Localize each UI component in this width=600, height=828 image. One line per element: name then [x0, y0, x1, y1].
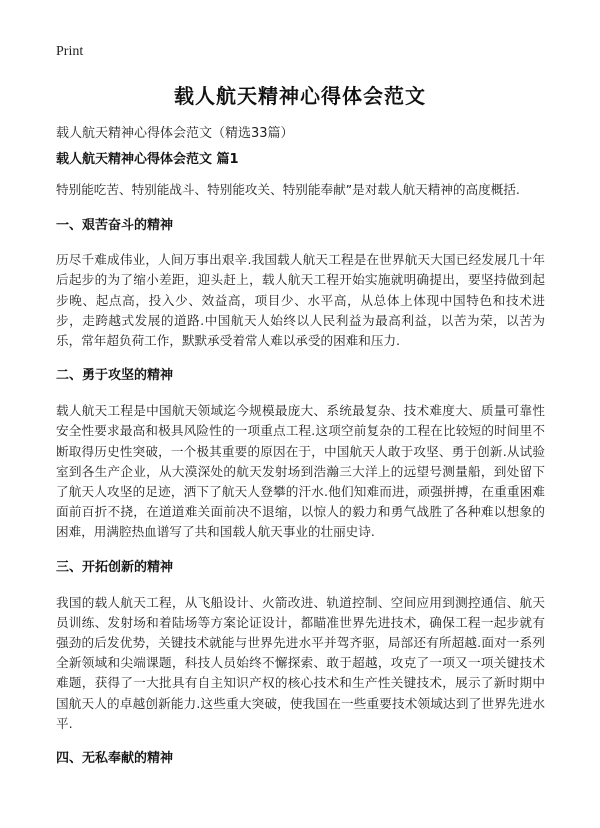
print-link[interactable]: Print — [56, 44, 84, 59]
document-subtitle: 载人航天精神心得体会范文（精选33篇） — [56, 126, 294, 141]
section-paragraph-2: 载人航天工程是中国航天领域迄今规模最庞大、系统最复杂、技术难度大、质量可靠性安全性要求最高和极具风险性的一项重点工程.这项空前复杂的工程在比较短的时间里不断取得历史性突破，一个极其重要的原因在于，中国航天人敢于攻坚、勇于创新.从试验室到各生产企业，从大漠深处的航天发射场到浩瀚三大洋上的远望号测量船，到处留下了航天人攻坚的足迹，洒下了航天人登攀的汗水.他们知难而进，顽强拼搏，在重重困难面前百折不挠，在道道难关面前决不退缩，以惊人的毅力和勇气战胜了各种难以想象的困难，用满腔热血谱写了共和国载人航天事业的壮丽史诗. — [56, 403, 545, 540]
section-heading-3: 三、开拓创新的精神 — [56, 559, 174, 575]
document-body — [56, 150, 545, 769]
section-paragraph-3: 我国的载人航天工程，从飞船设计、火箭改进、轨道控制、空间应用到测控通信、航天员训练、发射场和着陆场等方案论证设计，都瞄准世界先进技术，确保工程一起步就有强劲的后发优势，关键技术就能与世界先进水平并驾齐驱，局部还有所超越.面对一系列全新领域和尖端课题，科技人员始终不懈探索、敢于超越，攻克了一项又一项关键技术难题，获得了一大批具有自主知识产权的核心技术和生产性关键技术，展示了新时期中国航天人的卓越创新能力.这些重大突破，使我国在一些重要技术领域达到了世界先进水平. — [56, 594, 545, 731]
section-paragraph-1: 历尽千难成伟业，人间万事出艰辛.我国载人航天工程是在世界航天大国已经发展几十年后起步的为了缩小差距，迎头赶上，载人航天工程开始实施就明确提出，要坚持做到起步晚、起点高，投入少、效益高，项目少、水平高，从总体上体现中国特色和技术进步，走跨越式发展的道路.中国航天人始终以人民利益为最高利益，以苦为荣，以苦为乐，常年超负荷工作，默默承受着常人难以承受的困难和压力. — [56, 252, 545, 349]
section-heading-2: 二、勇于攻坚的精神 — [56, 368, 174, 384]
page-title: 载人航天精神心得体会范文 — [174, 84, 426, 108]
section-heading-1: 一、艰苦奋斗的精神 — [56, 218, 174, 234]
article-heading: 载人航天精神心得体会范文 篇1 — [56, 152, 239, 167]
intro-paragraph: 特别能吃苦、特别能战斗、特别能攻关、特别能奉献”是对载人航天精神的高度概括. — [56, 182, 520, 197]
section-heading-4: 四、无私奉献的精神 — [56, 751, 174, 767]
